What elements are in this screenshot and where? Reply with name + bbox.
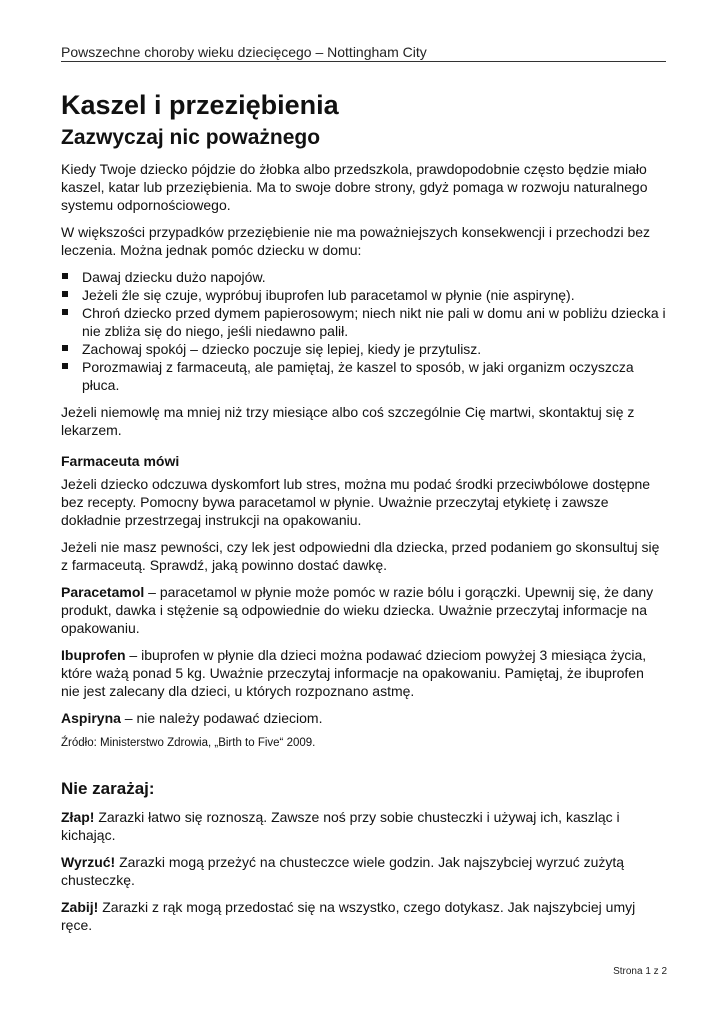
pharmacist-paragraph-2: Jeżeli nie masz pewności, czy lek jest odpowiedni dla dziecka, przed podaniem go skonsultuj się z farmaceutą. Sprawdź, jaką powinno dostać dawkę. [61,539,660,573]
bin-label: Wyrzuć! [61,854,116,870]
catch-paragraph [61,808,666,844]
list-item: Chroń dziecko przed dymem papierosowym; niech nikt nie pali w domu ani w pobliżu dziecka i nie zbliża się do niego, jeśli niedawno palił. [61,304,666,340]
list-item: Porozmawiaj z farmaceutą, ale pamiętaj, że kaszel to sposób, w jaki organizm oczyszcza płuca. [61,358,666,394]
ibuprofen-paragraph [61,646,666,700]
paracetamol-label: Paracetamol [61,584,145,600]
bin-paragraph [61,853,666,889]
paracetamol-text: – paracetamol w płynie może pomóc w razie bólu i gorączki. Upewnij się, że dany produkt, dawka i stężenie są odpowiednie do wieku dziecka. Uważnie przeczytaj informacje na opakowaniu. [61,584,654,636]
intro-paragraph: Kiedy Twoje dziecko pójdzie do żłobka albo przedszkola, prawdopodobnie często będzie miało kaszel, katar lub przeziębienia. Ma to swoje dobre strony, gdyż pomaga w rozwoju naturalnego systemu odpornościowego. [61,161,648,213]
tips-list [61,268,666,394]
pharmacist-heading: Farmaceuta mówi [61,453,180,469]
infant-note: Jeżeli niemowlę ma mniej niż trzy miesiące albo coś szczególnie Cię martwi, skontaktuj się z lekarzem. [61,404,635,438]
ibuprofen-label: Ibuprofen [61,647,126,663]
page-title: Kaszel i przeziębienia [61,90,339,120]
page-number: Strona 1 z 2 [613,966,667,977]
document-page [61,0,666,1024]
aspirin-label: Aspiryna [61,710,121,726]
ibuprofen-text: – ibuprofen w płynie dla dzieci można podawać dzieciom powyżej 3 miesiąca życia, które ważą ponad 5 kg. Uważnie przeczytaj informacje na opakowaniu. Pamiętaj, że ibuprofen nie jest zalecany dla dzieci, u których rozpoznano astmę. [61,647,647,699]
running-header: Powszechne choroby wieku dziecięcego – Nottingham City [61,43,666,62]
list-item: Dawaj dziecku dużo napojów. [61,268,666,286]
aspirin-text: – nie należy podawać dzieciom. [120,710,323,726]
list-item: Jeżeli źle się czuje, wypróbuj ibuprofen lub paracetamol w płynie (nie aspirynę). [61,286,666,304]
kill-text: Zarazki z rąk mogą przedostać się na wszystko, czego dotykasz. Jak najszybciej umyj ręce. [61,899,636,933]
lead-paragraph: W większości przypadków przeziębienie nie ma poważniejszych konsekwencji i przechodzi bez leczenia. Można jednak pomóc dziecku w domu: [61,224,651,258]
aspirin-paragraph [61,709,666,727]
kill-paragraph [61,898,666,934]
catch-text: Zarazki łatwo się roznoszą. Zawsze noś przy sobie chusteczki i używaj ich, kaszląc i kichając. [61,809,620,843]
source-note: Źródło: Ministerstwo Zdrowia, „Birth to Five“ 2009. [61,737,316,749]
page-content [61,88,666,943]
page-subtitle: Zazwyczaj nic poważnego [61,126,321,149]
list-item: Zachowaj spokój – dziecko poczuje się lepiej, kiedy je przytulisz. [61,340,666,358]
bin-text: Zarazki mogą przeżyć na chusteczce wiele godzin. Jak najszybciej wyrzuć zużytą chusteczkę. [61,854,625,888]
paracetamol-paragraph [61,583,666,637]
kill-label: Zabij! [61,899,99,915]
pharmacist-paragraph-1: Jeżeli dziecko odczuwa dyskomfort lub stres, można mu podać środki przeciwbólowe dostępne bez recepty. Pomocny bywa paracetamol w płynie. Uważnie przeczytaj etykietę i zawsze dokładnie przestrzegaj instrukcji na opakowaniu. [61,476,651,528]
catch-label: Złap! [61,809,95,825]
infection-heading: Nie zarażaj: [61,779,155,798]
